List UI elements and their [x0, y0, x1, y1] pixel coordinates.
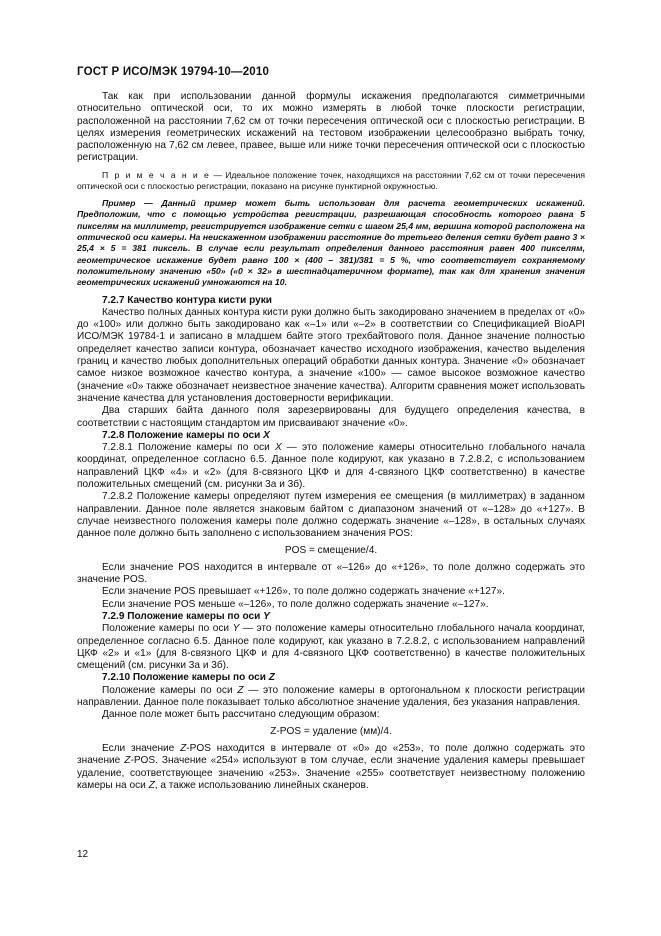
paragraph: Если значение POS меньше «–126», то поле должно содержать значение «–127».: [102, 598, 489, 610]
paragraph: [77, 743, 585, 792]
heading-text: 7.2.8 Положение камеры по оси: [102, 429, 264, 441]
text: Положение камеры по оси: [102, 623, 233, 635]
text: Положение камеры по оси: [102, 684, 238, 696]
axis-label: X: [274, 442, 282, 454]
formula-z-pos: Z-POS = удаление (мм)/4.: [270, 725, 392, 737]
paragraph: Два старших байта данного поля зарезервированы для будущего определения качества, в соответствии с настоящим стандартом им присваивают значение «0».: [77, 405, 585, 429]
paragraph: [77, 623, 585, 672]
text: — это положение камеры в ортогональном к плоскости регистрации направлении. Данное поле показывает только абсолютное значение удаления, без указания направления.: [77, 684, 585, 709]
text: -POS. Значение «254» используют в том случае, если значение удаления камеры превышает удаление, соответствующее значению «253». Значение «255» соответствует неизвестному положению камеры на оси: [77, 755, 585, 791]
document-body: [77, 91, 585, 792]
paragraph: Качество полных данных контура кисти руки должно быть закодировано значением в пределах от «0» до «100» или должно быть закодировано как «–1» или «–2» в соответствии со Спецификацией BioAPI ИСО/МЭК 19784-1 и записано в младшем байте этого трехбайтового поля. Данное значение полностью определяет качество записи контура, обозначает качество исходного изображения, качество выделения границ и качество любых дополнительных операций обработки данных контура. Значение «0» обозначает самое низкое возможное качество контура, а значение «100» — самое высокое возможное качество (значение «0» также обозначает неизвестное значение качества). Алгоритм сравнения может использовать значение качества для установления достоверности верификации.: [77, 306, 585, 404]
text: Если значение: [102, 742, 181, 754]
heading-text: 7.2.10 Положение камеры по оси: [102, 672, 269, 684]
paragraph: 7.2.8.2 Положение камеры определяют путем измерения ее смещения (в миллиметрах) в заданном направлении. Данное поле является знаковым байтом с диапазоном значений от «–128» до «+127». В случае неизвестного положения камеры поле должно содержать значение «–128», в остальных случаях данное поле должно быть заполнено с использованием значения POS:: [77, 491, 585, 540]
section-heading-7-2-7: 7.2.7 Качество контура кисти руки: [102, 294, 273, 306]
section-heading-7-2-10: [77, 672, 585, 684]
axis-label: Z: [124, 755, 131, 767]
axis-label: Y: [232, 623, 240, 635]
text: — это положение камеры относительно глобального начала координат, определенное согласно 6.5. Данное поле кодируют, как указано в 7.2.8.2, с использованием направлений ЦКФ «2» и «1» (для 8-связного ЦКФ и для 4-связного ЦКФ соответственно) в качестве положительных смещений (см. рисунки 3а и 3б).: [77, 623, 585, 672]
axis-label: Y: [263, 610, 270, 622]
page-number: 12: [77, 849, 89, 860]
formula-pos: POS = смещение/4.: [284, 544, 378, 556]
axis-label: Z: [148, 779, 155, 791]
paragraph: [77, 442, 585, 491]
note-label: П р и м е ч а н и е: [102, 169, 211, 180]
text: , а также использованию линейных сканеров.: [154, 779, 369, 791]
example-paragraph: Пример — Данный пример может быть использован для расчета геометрических искажений. Предположим, что с помощью устройства регистрации, разрешающая способность которого равна 5 пикселям на миллиметр, регистрируется изображение сетки с шагом 25,4 мм, вершина которой расположена на оптической оси камеры. На неискаженном изображении расстояние до третьего деления сетки будет равно 3 × 25,4 × 5 = 381 пиксель. В случае если результат определения данного расстояния равен 400 пикселям, геометрическое искажение будет равно 100 × (400 – 381)/381 = 5 %, что соответствует сохраняемому положительному значению «50» («0 × 32» в шестнадцатеричном формате), так как для хранения значения геометрических искажений умножаются на 10.: [77, 198, 585, 288]
axis-label: Z: [268, 672, 275, 684]
text: — это положение камеры относительно глобального начала координат, определенное согласно 6.5. Данное поле кодируют, как указано в 7.2.8.2, с использованием направлений ЦКФ «4» и «2» (для 8-связного ЦКФ и для 4-связного ЦКФ соответственно) в качестве положительных смещений (см. рисунки 3а и 3б).: [77, 442, 585, 491]
paragraph: [77, 685, 585, 710]
note: [77, 170, 585, 192]
axis-label: Z: [180, 742, 187, 754]
section-heading-7-2-9: [77, 611, 585, 623]
heading-text: 7.2.9 Положение камеры по оси: [102, 610, 264, 622]
axis-label: X: [263, 429, 270, 441]
paragraph: Так как при использовании данной формулы искажения предполагаются симметричными относительно оптической оси, то их можно измерять в любой точке плоскости регистрации, расположенной на расстоянии 7,62 см от точки пересечения оптической оси с плоскостью регистрации. В целях измерения геометрических искажений на тестовом изображении целесообразно выбрать точку, расположенную на 7,62 см левее, правее, выше или ниже точки пересечения оптической оси с плоскостью регистрации.: [77, 91, 585, 164]
paragraph: Если значение POS находится в интервале от «–126» до «+126», то поле должно содержать это значение POS.: [77, 561, 585, 586]
text: -POS находится в интервале от «0» до «253», то поле должно содержать это значение: [77, 742, 585, 767]
axis-label: Z: [237, 684, 244, 696]
text: 7.2.8.1 Положение камеры по оси: [102, 442, 275, 454]
note-text: — Идеальное положение точек, находящихся на расстоянии 7,62 см от точки пересечения оптической оси с плоскостью регистрации, показано на рисунке пунктирной окружностью.: [77, 169, 585, 191]
paragraph: Данное поле может быть рассчитано следующим образом:: [102, 709, 380, 721]
document-header: ГОСТ Р ИСО/МЭК 19794-10—2010: [77, 66, 270, 78]
section-heading-7-2-8: [77, 430, 585, 442]
paragraph: Если значение POS превышает «+126», то поле должно содержать значение «+127».: [102, 586, 505, 598]
